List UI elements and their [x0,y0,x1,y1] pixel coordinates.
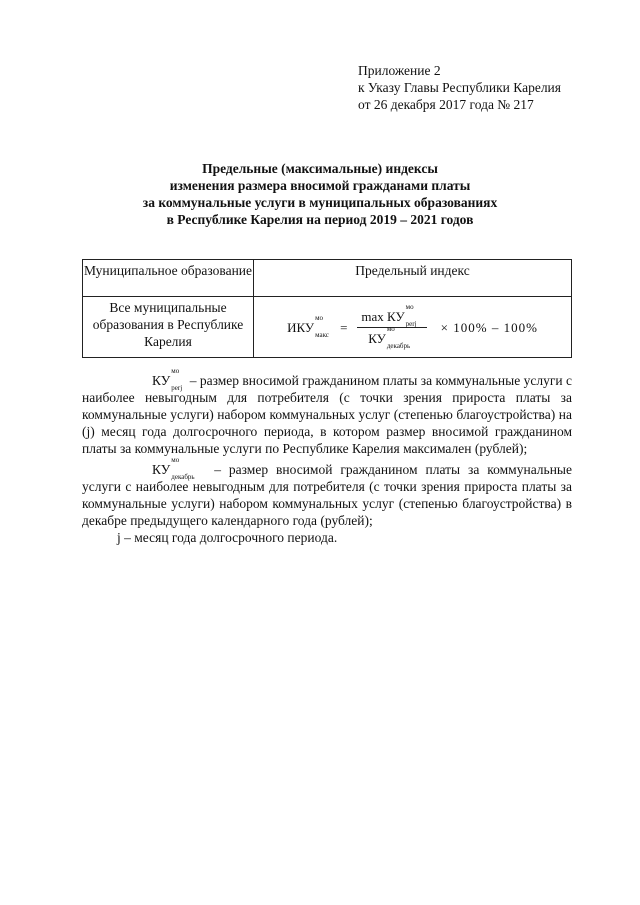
title-line-1: Предельные (максимальные) индексы [202,161,438,176]
header-index: Предельный индекс [254,260,572,297]
appendix-date: от 26 декабря 2017 года № 217 [358,97,534,112]
title-line-2: изменения размера вносимой гражданами платы [169,178,471,193]
cell-formula [254,297,572,358]
header-municipality: Муниципальное образование [83,260,254,297]
definition-1: КУ мо реrj – размер вносимой гражданином платы за коммунальные услуги с наиболее невыгодным для потребителя (с точки зрения прироста платы за коммунальные услуги) набором коммунальных услуг (степенью благоустройства) на (j) месяц года долгосрочного периода, в котором размер вносимой гражданином платы за коммунальные услуги по Республике Карелия максимален (рублей); [82,367,572,456]
formula-rest: × 100% – 100% [440,319,538,335]
formula-numerator: max КУ мо реrj [357,308,426,328]
definitions [82,367,572,546]
appendix-number: Приложение 2 [358,63,441,78]
title-line-4: в Республике Карелия на период 2019 – 2021 годов [166,212,474,227]
cell-municipality: Все муниципальные образования в Республике Карелия [83,297,254,358]
formula-denominator: КУ мо декабрь [368,324,411,350]
def2-symbol: КУ мо декабрь [152,456,195,481]
table-header-row [83,260,572,297]
formula-fraction [357,302,426,350]
table-row [83,297,572,358]
formula-lhs: ИКУ мо макс [287,313,329,339]
appendix-decree: к Указу Главы Республики Карелия [358,80,561,95]
definition-3: j – месяц года долгосрочного периода. [117,530,338,545]
def1-symbol: КУ мо реrj [152,367,183,392]
index-table [82,259,572,358]
title-line-3: за коммунальные услуги в муниципальных образованиях [142,195,498,210]
appendix-header [358,62,561,113]
formula-equals: = [340,319,348,335]
index-formula [254,302,571,350]
document-title [60,160,580,228]
definition-2: КУ мо декабрь – размер вносимой гражданином платы за коммунальные услуги с наиболее невыгодным для потребителя (с точки зрения прироста платы за коммунальные услуги) набором коммунальных услуг (степенью благоустройства) в декабре предыдущего календарного года (рублей); [82,456,572,528]
